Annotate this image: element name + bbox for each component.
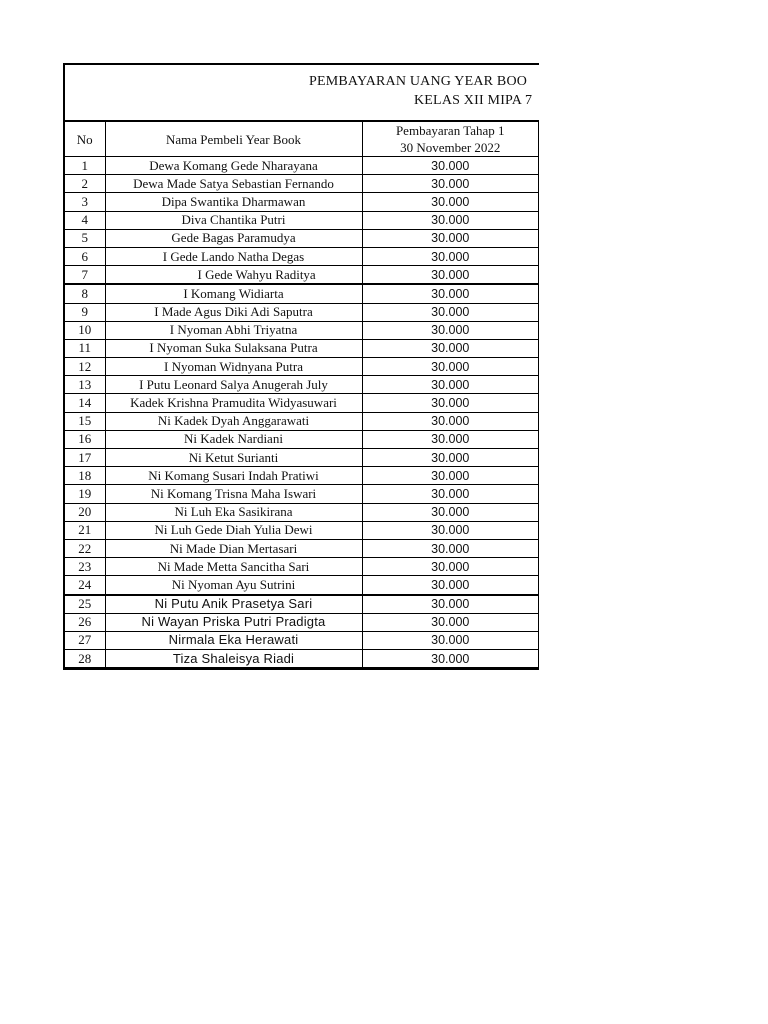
payment-amount: 30.000 — [362, 521, 539, 539]
buyer-name: Ni Kadek Dyah Anggarawati — [105, 412, 362, 430]
payment-amount: 30.000 — [362, 412, 539, 430]
buyer-name: Ni Putu Anik Prasetya Sari — [105, 595, 362, 614]
spreadsheet-page — [63, 63, 539, 670]
payment-amount: 30.000 — [362, 467, 539, 485]
row-number: 10 — [65, 321, 105, 339]
payment-amount: 30.000 — [362, 157, 539, 175]
payment-amount: 30.000 — [362, 449, 539, 467]
buyer-name: Ni Luh Gede Diah Yulia Dewi — [105, 521, 362, 539]
row-number: 11 — [65, 339, 105, 357]
table-row — [65, 321, 539, 339]
row-number: 3 — [65, 193, 105, 211]
buyer-name: Dewa Komang Gede Nharayana — [105, 157, 362, 175]
row-number: 21 — [65, 521, 105, 539]
buyer-name: Ni Wayan Priska Putri Pradigta — [105, 613, 362, 631]
buyer-name: I Gede Wahyu Raditya — [105, 266, 362, 285]
buyer-name: Ni Made Metta Sancitha Sari — [105, 558, 362, 576]
payment-amount: 30.000 — [362, 193, 539, 211]
row-number: 27 — [65, 631, 105, 649]
row-number: 13 — [65, 376, 105, 394]
table-row — [65, 412, 539, 430]
table-row — [65, 576, 539, 595]
row-number: 1 — [65, 157, 105, 175]
buyer-name: I Made Agus Diki Adi Saputra — [105, 303, 362, 321]
payment-amount: 30.000 — [362, 303, 539, 321]
payment-amount: 30.000 — [362, 376, 539, 394]
row-number: 24 — [65, 576, 105, 595]
table-row — [65, 467, 539, 485]
buyer-name: Ni Kadek Nardiani — [105, 430, 362, 448]
row-number: 25 — [65, 595, 105, 614]
buyer-name: Dewa Made Satya Sebastian Fernando — [105, 175, 362, 193]
table-row — [65, 175, 539, 193]
row-number: 7 — [65, 266, 105, 285]
row-number: 6 — [65, 247, 105, 265]
payment-amount: 30.000 — [362, 211, 539, 229]
payment-amount: 30.000 — [362, 539, 539, 557]
table-row — [65, 211, 539, 229]
row-number: 5 — [65, 229, 105, 247]
header-payment-line2: 30 November 2022 — [400, 140, 501, 155]
row-number: 8 — [65, 284, 105, 303]
row-number: 12 — [65, 358, 105, 376]
table-row — [65, 595, 539, 614]
row-number: 19 — [65, 485, 105, 503]
table-row — [65, 376, 539, 394]
payment-table — [65, 121, 539, 668]
buyer-name: Gede Bagas Paramudya — [105, 229, 362, 247]
table-row — [65, 485, 539, 503]
payment-amount: 30.000 — [362, 339, 539, 357]
payment-amount: 30.000 — [362, 229, 539, 247]
table-row — [65, 247, 539, 265]
table-row — [65, 193, 539, 211]
payment-amount: 30.000 — [362, 631, 539, 649]
table-row — [65, 358, 539, 376]
payment-amount: 30.000 — [362, 358, 539, 376]
header-payment — [362, 122, 539, 157]
payment-amount: 30.000 — [362, 266, 539, 285]
table-row — [65, 613, 539, 631]
row-number: 9 — [65, 303, 105, 321]
payment-amount: 30.000 — [362, 613, 539, 631]
header-payment-line1: Pembayaran Tahap 1 — [395, 123, 505, 138]
title-block — [65, 65, 539, 121]
buyer-name: Nirmala Eka Herawati — [105, 631, 362, 649]
table-row — [65, 284, 539, 303]
payment-amount: 30.000 — [362, 503, 539, 521]
document-title: PEMBAYARAN UANG YEAR BOO — [309, 74, 528, 89]
payment-amount: 30.000 — [362, 394, 539, 412]
table-body — [65, 157, 539, 668]
table-row — [65, 266, 539, 285]
buyer-name: Dipa Swantika Dharmawan — [105, 193, 362, 211]
buyer-name: I Nyoman Suka Sulaksana Putra — [105, 339, 362, 357]
row-number: 26 — [65, 613, 105, 631]
table-row — [65, 339, 539, 357]
row-number: 15 — [65, 412, 105, 430]
buyer-name: I Gede Lando Natha Degas — [105, 247, 362, 265]
buyer-name: Ni Luh Eka Sasikirana — [105, 503, 362, 521]
table-row — [65, 229, 539, 247]
header-name: Nama Pembeli Year Book — [105, 122, 362, 157]
buyer-name: Tiza Shaleisya Riadi — [105, 650, 362, 668]
buyer-name: Ni Ketut Surianti — [105, 449, 362, 467]
buyer-name: Ni Komang Trisna Maha Iswari — [105, 485, 362, 503]
row-number: 18 — [65, 467, 105, 485]
row-number: 16 — [65, 430, 105, 448]
payment-amount: 30.000 — [362, 175, 539, 193]
payment-amount: 30.000 — [362, 430, 539, 448]
table-row — [65, 449, 539, 467]
payment-amount: 30.000 — [362, 247, 539, 265]
row-number: 14 — [65, 394, 105, 412]
payment-amount: 30.000 — [362, 485, 539, 503]
buyer-name: I Nyoman Abhi Triyatna — [105, 321, 362, 339]
table-row — [65, 631, 539, 649]
table-row — [65, 539, 539, 557]
row-number: 4 — [65, 211, 105, 229]
payment-amount: 30.000 — [362, 650, 539, 668]
buyer-name: Diva Chantika Putri — [105, 211, 362, 229]
table-header-row — [65, 122, 539, 157]
table-row — [65, 558, 539, 576]
buyer-name: I Nyoman Widnyana Putra — [105, 358, 362, 376]
buyer-name: Ni Komang Susari Indah Pratiwi — [105, 467, 362, 485]
row-number: 20 — [65, 503, 105, 521]
row-number: 23 — [65, 558, 105, 576]
table-row — [65, 650, 539, 668]
payment-amount: 30.000 — [362, 284, 539, 303]
table-row — [65, 503, 539, 521]
header-no: No — [65, 122, 105, 157]
table-row — [65, 521, 539, 539]
table-row — [65, 430, 539, 448]
payment-amount: 30.000 — [362, 558, 539, 576]
row-number: 2 — [65, 175, 105, 193]
document-subtitle: KELAS XII MIPA 7 — [414, 93, 533, 108]
buyer-name: Kadek Krishna Pramudita Widyasuwari — [105, 394, 362, 412]
buyer-name: I Putu Leonard Salya Anugerah July — [105, 376, 362, 394]
payment-amount: 30.000 — [362, 576, 539, 595]
table-row — [65, 303, 539, 321]
payment-amount: 30.000 — [362, 595, 539, 614]
row-number: 17 — [65, 449, 105, 467]
buyer-name: Ni Made Dian Mertasari — [105, 539, 362, 557]
table-row — [65, 394, 539, 412]
payment-amount: 30.000 — [362, 321, 539, 339]
row-number: 22 — [65, 539, 105, 557]
table-row — [65, 157, 539, 175]
row-number: 28 — [65, 650, 105, 668]
buyer-name: I Komang Widiarta — [105, 284, 362, 303]
buyer-name: Ni Nyoman Ayu Sutrini — [105, 576, 362, 595]
